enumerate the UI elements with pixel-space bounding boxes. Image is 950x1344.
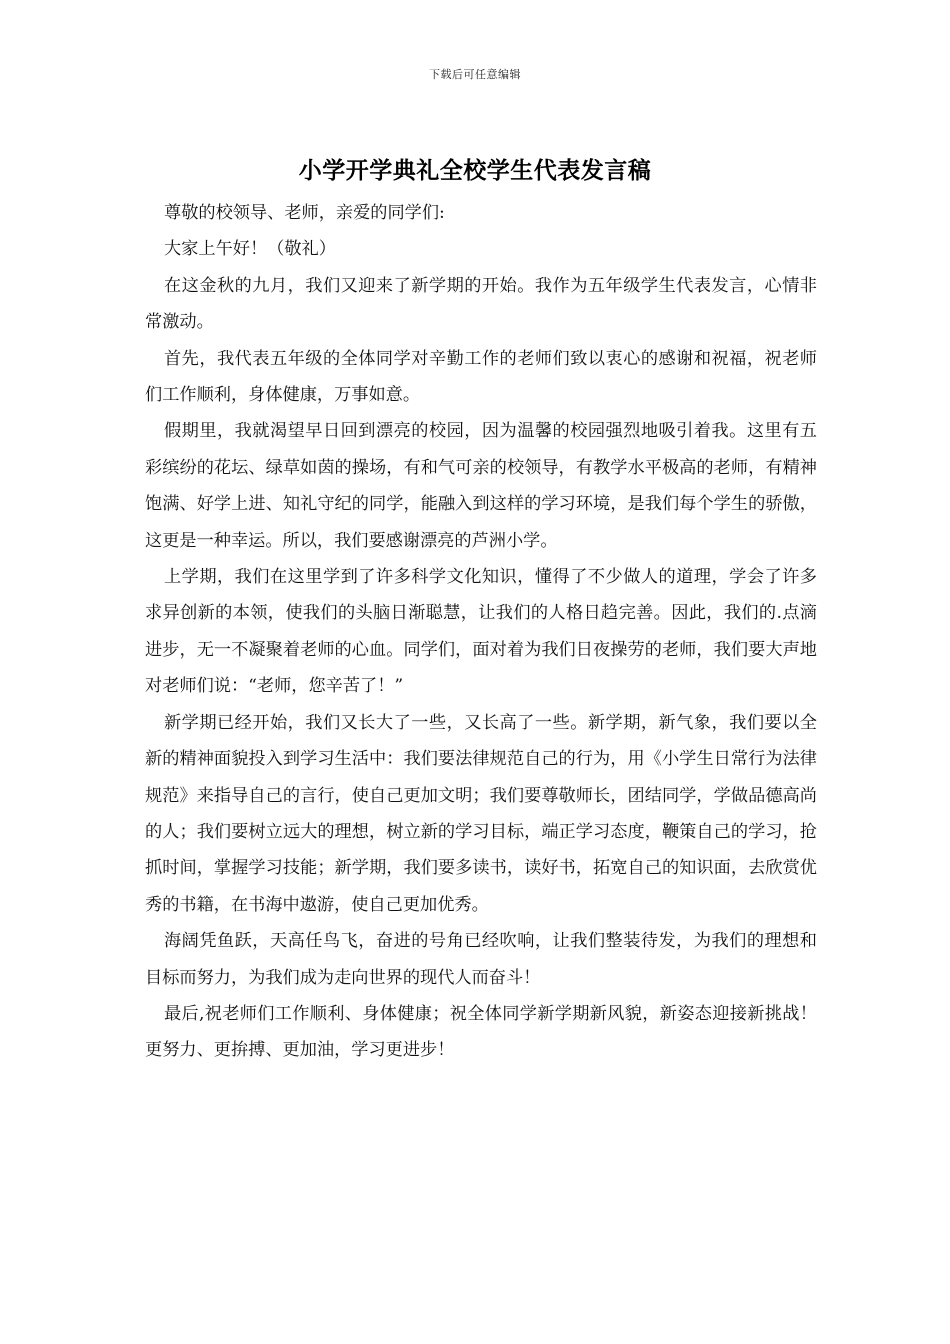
paragraph: 上学期，我们在这里学到了许多科学文化知识，懂得了不少做人的道理，学会了许多求异创新的本领，使我们的头脑日渐聪慧，让我们的人格日趋完善。因此，我们的.点滴进步，无一不凝聚着老师的心血。同学们，面对着为我们日夜操劳的老师，我们要大声地对老师们说：“老师，您辛苦了！”: [145, 567, 817, 697]
paragraph: 假期里，我就渴望早日回到漂亮的校园，因为温馨的校园强烈地吸引着我。这里有五彩缤纷的花坛、绿草如茵的操场，有和气可亲的校领导，有教学水平极高的老师，有精神饱满、好学上进、知礼守纪的同学，能融入到这样的学习环境，是我们每个学生的骄傲，这更是一种幸运。所以，我们要感谢漂亮的芦洲小学。: [145, 421, 817, 551]
paragraph-greeting: 大家上午好！（敬礼）: [164, 239, 336, 260]
paragraph: 新学期已经开始，我们又长大了一些，又长高了一些。新学期，新气象，我们要以全新的精神面貌投入到学习生活中：我们要法律规范自己的行为，用《小学生日常行为法律规范》来指导自己的言行，使自己更加文明；我们要尊敬师长，团结同学，学做品德高尚的人；我们要树立远大的理想，树立新的学习目标，端正学习态度，鞭策自己的学习，抢抓时间，掌握学习技能；新学期，我们要多读书，读好书，拓宽自己的知识面，去欣赏优秀的书籍，在书海中遨游，使自己更加优秀。: [145, 712, 817, 915]
paragraph: 海阔凭鱼跃，天高任鸟飞，奋进的号角已经吹响，让我们整装待发，为我们的理想和目标而努力，为我们成为走向世界的现代人而奋斗！: [145, 931, 817, 988]
document-body: [145, 195, 817, 1069]
paragraph: 首先，我代表五年级的全体同学对辛勤工作的老师们致以衷心的感谢和祝福，祝老师们工作顺利，身体健康，万事如意。: [145, 348, 817, 406]
header-note: 下载后可任意编辑: [429, 68, 521, 81]
paragraph: 在这金秋的九月，我们又迎来了新学期的开始。我作为五年级学生代表发言，心情非常激动。: [145, 275, 817, 333]
paragraph-closing: 最后,祝老师们工作顺利、身体健康；祝全体同学新学期新风貌，新姿态迎接新挑战！更努力、更拚搏、更加油，学习更进步！: [145, 1003, 817, 1061]
paragraph-salutation: 尊敬的校领导、老师，亲爱的同学们:: [164, 203, 445, 223]
document-title: 小学开学典礼全校学生代表发言稿: [298, 158, 652, 184]
